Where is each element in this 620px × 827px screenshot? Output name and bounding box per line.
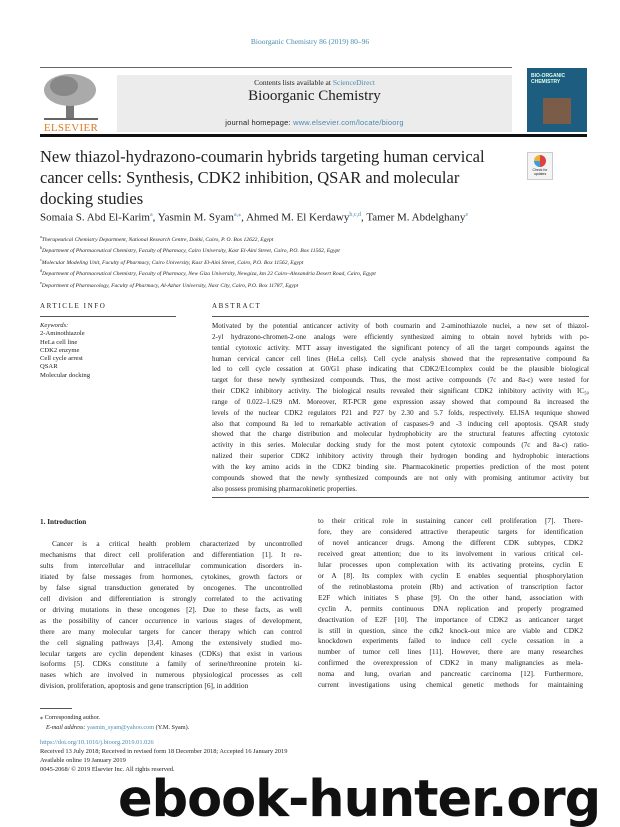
text-line: there are many molecular targets for cancer therapy which can control bbox=[40, 626, 302, 636]
keywords bbox=[40, 322, 90, 380]
affiliation-text: Therapeutical Chemistry Department, National Research Centre, Dokki, Cairo, P. O. Box 12622, Egypt bbox=[41, 236, 274, 243]
text-line: of novel anticancer drugs. Among the different CDK subtypes, CDK2 bbox=[318, 537, 583, 547]
affiliation-text: Molecular Modeling Unit, Faculty of Pharmacy, Cairo University, Kasr El-Aini Street, Cairo, P.O. Box 11562, Egypt bbox=[41, 259, 304, 266]
text-line: knockdown experiments failed to induce cell cycle cessation in a bbox=[318, 636, 583, 646]
intro-column-right bbox=[318, 516, 583, 691]
text-line: Cancer is a critical health problem characterized by uncontrolled bbox=[52, 539, 302, 548]
homepage-label: journal homepage: bbox=[225, 118, 294, 127]
contents-line bbox=[117, 78, 512, 87]
text-line: sults from intercellular and intracellular communication disorders in- bbox=[40, 560, 302, 570]
text-line: or A [8]. Its complex with cyclin E enables sequential phosphorylation bbox=[318, 570, 583, 580]
text-line: nalized their superior CDK2 inhibitory activity through their hydrogen bonding and hydrophobic interactions bbox=[212, 452, 589, 461]
received-dates: Received 13 July 2018; Received in revised form 18 December 2018; Accepted 16 January 2019 bbox=[40, 748, 288, 755]
text-line: division, proliferation, apoptosis and gene transcription [6], in addition bbox=[40, 681, 249, 691]
email-suffix: (Y.M. Syam). bbox=[154, 723, 190, 731]
text-line: lular processes upon complexation with its activating proteins, cyclin E bbox=[318, 559, 583, 569]
divider bbox=[212, 497, 589, 498]
text-line: lecular targets are cyclin dependent kinases (CDKs) that exist in various bbox=[40, 648, 302, 658]
keyword: Cell cycle arrest bbox=[40, 355, 83, 363]
email-label: E-mail address: bbox=[46, 723, 88, 731]
author-affiliation-marker: e bbox=[465, 212, 469, 218]
text-line: noma and lung, ovarian and pancreatic carcinoma [12]. Furthermore, bbox=[318, 669, 583, 679]
text-line: as the possibility of cancer occurrence in various stages of development, bbox=[40, 615, 302, 625]
article-info-heading: ARTICLE INFO bbox=[40, 302, 107, 310]
keywords-label: Keywords: bbox=[40, 322, 69, 329]
affiliation-marker: b bbox=[40, 245, 42, 251]
doi-link[interactable]: https://doi.org/10.1016/j.bioorg.2019.01.026 bbox=[40, 739, 154, 746]
check-updates-label: Check for updates bbox=[532, 168, 548, 176]
text-line: fore, they are considered attractive therapeutic targets for identification bbox=[318, 526, 583, 536]
text-line: with the key amino acids in the CDK2 binding site. Pharmacokinetic properties prediction of the most potent bbox=[212, 462, 589, 471]
text-line: to their critical role in sustaining cancer cell proliferation [7]. There- bbox=[318, 516, 583, 525]
sciencedirect-link[interactable]: ScienceDirect bbox=[332, 78, 375, 87]
check-updates-icon bbox=[534, 155, 546, 167]
text-line: by false signal transduction generated by oncogenes. The uncontrolled bbox=[40, 582, 302, 592]
text-line: isoforms [5]. CDKs constitute a family of serine/threonine protein ki- bbox=[40, 659, 302, 669]
affiliation-marker: e bbox=[40, 279, 42, 285]
affiliation bbox=[40, 256, 376, 267]
text-line: number of tumor cell lines [11]. However, there are many researches bbox=[318, 647, 583, 657]
tree-icon bbox=[40, 72, 102, 122]
text-line: or driving mutations in these oncogenes [2]. Due to these facts, as well bbox=[40, 604, 302, 614]
author-name[interactable]: Somaia S. Abd El-Karim bbox=[40, 211, 150, 224]
text-line: mechanisms that direct cell proliferation and differentiation [1]. It re- bbox=[40, 549, 302, 559]
keyword: HeLa cell line bbox=[40, 338, 78, 346]
abstract-heading: ABSTRACT bbox=[212, 302, 262, 310]
keyword: Molecular docking bbox=[40, 371, 90, 379]
text-line: target for these newly synthesized compounds. Thus, the most active compounds (7c and 8a-c) were tested for bbox=[212, 376, 589, 385]
affiliation-marker: d bbox=[40, 268, 42, 274]
text-line: also that compound 8a led to remarkable activation of caspases-9 and -3 inducing cell apoptosis. QSAR study bbox=[212, 419, 589, 428]
text-line: their CDK2 inhibitory activity. The biological results revealed their significant CDK2 inhibitory activity with IC₅₀ bbox=[212, 387, 589, 396]
affiliations bbox=[40, 233, 376, 290]
journal-title: Bioorganic Chemistry bbox=[248, 88, 381, 104]
elsevier-logo bbox=[40, 72, 102, 134]
corresponding-author-note: ⁎ Corresponding author. bbox=[40, 714, 100, 721]
text-line: levels of the nuclear CDK2 regulators P21 and P27 by 2.30 and 5.7 folds, respectively. ELISA tequnique showed bbox=[212, 408, 589, 417]
homepage-line bbox=[117, 118, 512, 127]
affiliation-text: Department of Pharmaceutical Chemistry, Faculty of Pharmacy, Cairo University, Kasr El-Aini Street, Cairo, P.O. Box 11562, Egypt bbox=[42, 248, 340, 255]
text-line: showed that the charge distribution and molecular hydrophobicity are the structural features affecting cytotoxic bbox=[212, 430, 589, 439]
text-line: current investigations using chemical genetic methods for maintaining bbox=[318, 680, 583, 690]
keyword: 2-Aminothiazole bbox=[40, 330, 85, 338]
contents-label: Contents lists available at bbox=[254, 78, 333, 87]
text-line: deactivation of E2F [10]. The importance of CDK2 as anticancer target bbox=[318, 614, 583, 624]
header-rule bbox=[40, 134, 587, 137]
text-line: 2-yl hydrazono-chromen-2-one analogs were efficiently synthesized aiming to obtain novel hybrids with po- bbox=[212, 332, 589, 341]
divider bbox=[212, 316, 589, 317]
cover-image bbox=[543, 98, 571, 124]
text-line: tential cytotoxic activity. MTT assay investigated the significant potency of all the target compounds against the bbox=[212, 343, 589, 352]
affiliation bbox=[40, 279, 376, 290]
affiliation bbox=[40, 244, 376, 255]
affiliation bbox=[40, 233, 376, 244]
intro-column-left bbox=[40, 539, 302, 692]
divider bbox=[40, 67, 512, 68]
text-line: of the retinoblastoma protein (Rb) and activation of transcription factor bbox=[318, 581, 583, 591]
text-line: confirmed the overexpression of CDK2 in many malignancies as mela- bbox=[318, 658, 583, 668]
text-line: nases which are involved in numerous physiological processes as cell bbox=[40, 670, 302, 680]
article-title: New thiazol-hydrazono-coumarin hybrids targeting human cervical cancer cells: Synthesis, CDK2 inhibition, QSAR and molecular docking studies bbox=[40, 147, 485, 208]
keyword: CDK2 enzyme bbox=[40, 346, 80, 354]
text-line: Motivated by the potential anticancer activity of both coumarin and 2-aminothiazole nuclei, a new set of thiazol- bbox=[212, 322, 589, 330]
text-line: itiated by false messages from hormones, cytokines, growth factors or bbox=[40, 571, 302, 581]
elsevier-wordmark: ELSEVIER bbox=[43, 122, 99, 134]
keyword: QSAR bbox=[40, 363, 58, 371]
email-link[interactable]: yasmin_syam@yahoo.com bbox=[87, 723, 155, 731]
affiliation bbox=[40, 267, 376, 278]
text-line: received great attention; due to its involvement in various critical cel- bbox=[318, 548, 583, 558]
divider bbox=[40, 316, 176, 317]
author-affiliation-marker: a bbox=[150, 212, 153, 218]
footnote-divider bbox=[40, 708, 72, 709]
affiliation-marker: a bbox=[40, 234, 42, 239]
watermark: ebook-hunter.org bbox=[118, 770, 601, 827]
text-line: cyclin A, permits continuous DNA replication and properly programed bbox=[318, 603, 583, 613]
homepage-link[interactable]: www.elsevier.com/locate/bioorg bbox=[293, 118, 404, 127]
text-line: compounds showed that the newly synthesized compounds are not only with promising antitumor activity but bbox=[212, 473, 589, 482]
text-line: led to cell cycle cessation at G0/G1 phase indicating that CDK2/E1complex could be the plausible biological bbox=[212, 365, 589, 374]
text-line: also possess promising pharmacokinetic properties. bbox=[212, 484, 358, 493]
author-name[interactable]: Yasmin M. Syam bbox=[157, 211, 234, 224]
journal-cover bbox=[527, 68, 587, 132]
author-affiliation-marker: b,c,d bbox=[349, 212, 361, 218]
available-online: Available online 19 January 2019 bbox=[40, 757, 126, 764]
author-affiliation-marker: a,⁎ bbox=[233, 212, 242, 218]
publication-info bbox=[40, 738, 287, 774]
affiliation-text: Department of Pharmacology, Faculty of Pharmacy, Al-Azhar University, Nasr City, Cairo, P.O. Box 11787, Egypt bbox=[41, 282, 299, 289]
abstract-text bbox=[212, 321, 589, 495]
text-line: cell division and differentiation is strongly correlated to the activating bbox=[40, 593, 302, 603]
author-list: Somaia S. Abd El-Karim$^a$, Yasmin M. Syam$^{a,⁎}$, Ahmed M. El Kerdawy$^{b,c,d}$, Tamer M. Abdelghany$^e$ bbox=[40, 211, 469, 224]
journal-citation[interactable]: Bioorganic Chemistry 86 (2019) 80–96 bbox=[250, 37, 370, 46]
text-line: human cervical cancer cell lines (HeLa cells). Cell cycle analysis showed that the representative compound 8a bbox=[212, 354, 589, 363]
affiliation-text: Department of Pharmaceutical Chemistry, Faculty of Pharmacy, New Giza University, Newgiza, km 22 Cairo–Alexandria Desert Road, Cairo, Egypt bbox=[42, 271, 376, 278]
text-line: is still in question, since the cdk2 knock-out mice are viable and CDK2 bbox=[318, 625, 583, 635]
text-line: E2F which initiates S phase [9]. On the other hand, association with bbox=[318, 592, 583, 602]
text-line: range of 0.022–1.629 nM. Moreover, RT-PCR gene expression assay showed that compound 8a increased the bbox=[212, 397, 589, 406]
footnotes bbox=[40, 713, 189, 732]
check-for-updates-button[interactable] bbox=[527, 152, 553, 180]
copyright: 0045-2068/ © 2019 Elsevier Inc. All rights reserved. bbox=[40, 766, 175, 773]
text-line: activity in this series. Molecular docking study for the most potent cytotoxic compounds (7c and 8a-c) ratio- bbox=[212, 441, 589, 450]
cover-title: BIO-ORGANIC CHEMISTRY bbox=[531, 73, 566, 85]
author-name[interactable]: Ahmed M. El Kerdawy bbox=[246, 211, 350, 224]
section-heading: 1. Introduction bbox=[40, 518, 87, 526]
text-line: the cell signaling pathways [3,4]. Among the extensively studied mo- bbox=[40, 637, 302, 647]
author-name[interactable]: Tamer M. Abdelghany bbox=[366, 211, 466, 224]
affiliation-marker: c bbox=[40, 256, 42, 262]
